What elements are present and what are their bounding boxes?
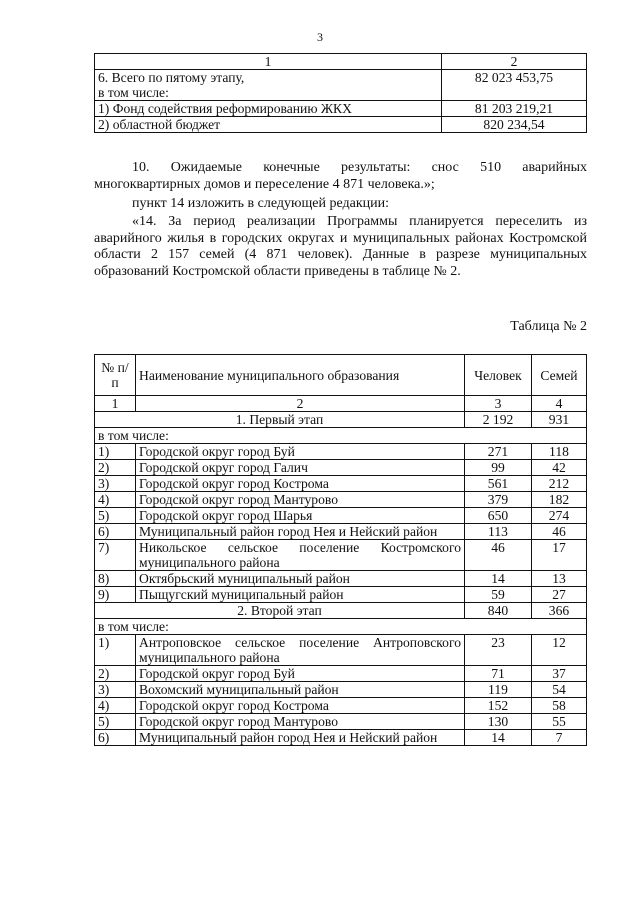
page-number: 3 xyxy=(317,30,323,44)
header-families: Семей xyxy=(532,355,587,396)
stage-families: 931 xyxy=(532,412,587,428)
table-row: 1) Городской округ город Буй 271 118 xyxy=(95,444,587,460)
table-row: 8) Октябрьский муниципальный район 14 13 xyxy=(95,571,587,587)
row-value: 81 203 219,21 xyxy=(442,101,587,117)
table-row xyxy=(95,117,587,133)
table-header-row xyxy=(95,54,587,70)
table-row xyxy=(95,101,587,117)
table-row xyxy=(95,70,587,101)
table-row: 5) Городской округ город Мантурово 130 55 xyxy=(95,714,587,730)
row-value: 820 234,54 xyxy=(442,117,587,133)
stage-row xyxy=(95,603,587,619)
subheading: в том числе: xyxy=(95,619,587,635)
table-row: 5) Городской округ город Шарья 650 274 xyxy=(95,508,587,524)
header-num: № п/п xyxy=(95,355,136,396)
table-row: 2) Городской округ город Буй 71 37 xyxy=(95,666,587,682)
table-caption: Таблица № 2 xyxy=(510,319,587,334)
paragraph-program: «14. За период реализации Программы планируется переселить из аварийного жилья в городских округах и муниципальных районах Костромской области 2 157 семей (4 871 человек). Данные в разрезе муниципальных образований Костромской области приведены в таблице № 2. xyxy=(94,214,587,279)
row-label-sub: в том числе: xyxy=(98,85,169,100)
paragraph-point14: пункт 14 изложить в следующей редакции: xyxy=(132,196,389,211)
header-cell: 2 xyxy=(442,54,587,70)
header-name: Наименование муниципального образования xyxy=(136,355,465,396)
subheading-row xyxy=(95,428,587,444)
numbering-row: 1 2 3 4 xyxy=(95,396,587,412)
stage-title: 1. Первый этап xyxy=(95,412,465,428)
subheading: в том числе: xyxy=(95,428,587,444)
table-row: 9) Пыщугский муниципальный район 59 27 xyxy=(95,587,587,603)
subheading-row xyxy=(95,619,587,635)
budget-table xyxy=(94,53,587,133)
paragraph-results: 10. Ожидаемые конечные результаты: снос 510 аварийных многоквартирных домов и переселение 4 871 человека.»; xyxy=(94,160,587,192)
resettlement-table xyxy=(94,354,587,746)
stage-families: 366 xyxy=(532,603,587,619)
table-row: 3) Городской округ город Кострома 561 212 xyxy=(95,476,587,492)
header-people: Человек xyxy=(465,355,532,396)
stage-row xyxy=(95,412,587,428)
table-row: 4) Городской округ город Кострома 152 58 xyxy=(95,698,587,714)
stage-title: 2. Второй этап xyxy=(95,603,465,619)
table-row: 7) Никольское сельское поселение Костромского муниципального района 46 17 xyxy=(95,540,587,571)
table-row: 1) Антроповское сельское поселение Антроповского муниципального района 23 12 xyxy=(95,635,587,666)
table-row: 3) Вохомский муниципальный район 119 54 xyxy=(95,682,587,698)
table-row: 6) Муниципальный район город Нея и Нейский район 113 46 xyxy=(95,524,587,540)
table-row: 2) Городской округ город Галич 99 42 xyxy=(95,460,587,476)
table-row: 4) Городской округ город Мантурово 379 182 xyxy=(95,492,587,508)
row-label: 6. Всего по пятому этапу, xyxy=(98,70,245,85)
stage-people: 2 192 xyxy=(465,412,532,428)
table-header-row xyxy=(95,355,587,396)
stage-people: 840 xyxy=(465,603,532,619)
row-label: 1) Фонд содействия реформированию ЖКХ xyxy=(95,101,442,117)
row-label: 2) областной бюджет xyxy=(95,117,442,133)
row-value: 82 023 453,75 xyxy=(442,70,587,101)
header-cell: 1 xyxy=(95,54,442,70)
table-row: 6) Муниципальный район город Нея и Нейский район 14 7 xyxy=(95,730,587,746)
